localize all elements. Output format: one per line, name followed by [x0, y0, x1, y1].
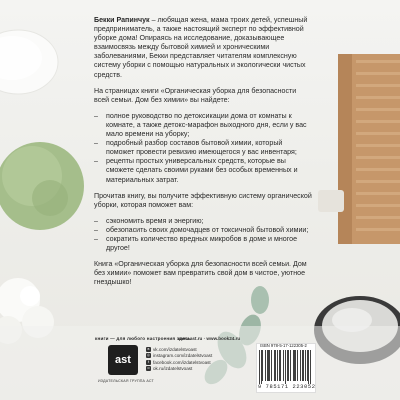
features-list — [94, 112, 312, 185]
pages-intro: На страницах книги «Органическая уборка для безопасности всей семьи. Дом без химии» вы найдете: — [94, 86, 297, 104]
wooden-comb — [338, 54, 400, 244]
publisher-logo — [108, 345, 138, 375]
ok-icon: о — [147, 366, 150, 371]
benefits-list — [94, 217, 312, 253]
social-row[interactable] — [146, 353, 212, 360]
intro-text: – любящая жена, мама троих детей, успешный предприниматель, а также настоящий эксперт по эффективной уборке дома! Опираясь на исследование, доказывающее взаимосвязь между бытовой химией и хроническими заболеваниями, Бекки представляет читателям комплексную систему уборки с помощью натуральных и экологически чистых средств. — [94, 16, 308, 79]
list-item: – сэкономить время и энергию; — [94, 217, 312, 226]
list-item: – подробный разбор составов бытовой химии, который поможет провести ревизию имеющегося у вас инвентаря; — [94, 139, 312, 157]
barcode-number: 9 785171 223052 — [258, 384, 316, 390]
social-link[interactable]: instagram.com/izdatelstvoast — [153, 353, 213, 359]
social-row[interactable] — [146, 366, 212, 373]
social-links — [146, 346, 212, 372]
list-item: – обезопасить своих домочадцев от токсичной бытовой химии; — [94, 226, 312, 235]
social-link[interactable]: vk.com/izdatelstvoast — [153, 346, 197, 352]
description-text — [94, 16, 312, 294]
instagram-icon: ◎ — [146, 353, 151, 358]
social-row[interactable] — [146, 359, 212, 366]
isbn: ISBN 978-5-17-122305-2 — [260, 343, 307, 348]
social-link[interactable]: facebook.com/izdatelstvoast — [153, 359, 211, 365]
system-intro: Прочитав книгу, вы получите эффективную систему органической уборки, которая поможет вам: — [94, 191, 312, 209]
small-jar — [318, 190, 344, 212]
website-links[interactable]: www.ast.ru · www.book24.ru — [178, 336, 241, 341]
barcode — [259, 350, 311, 384]
list-item: – полное руководство по детоксикации дома от комнаты к комнате, а также детокс-марафон выходного дня, если у вас мало времени на уборку; — [94, 112, 312, 139]
author-name: Бекки Рапинчук — [94, 16, 150, 24]
list-item: – сократить количество вредных микробов в доме и многое другое! — [94, 235, 312, 253]
logo-text: ast — [115, 354, 131, 366]
publisher-name: ИЗДАТЕЛЬСКАЯ ГРУППА АСТ — [98, 379, 154, 383]
slogan: книги — для любого настроения здесь — [95, 336, 191, 341]
intro-paragraph — [94, 16, 312, 80]
social-link[interactable]: ok.ru/izdatelstvoast — [153, 366, 193, 372]
closing-paragraph: Книга «Органическая уборка для безопасности всей семьи. Дом без химии» поможет вам превратить свой дом в чистое, уютное гнездышко! — [94, 260, 307, 287]
vk-icon: в — [147, 346, 150, 351]
facebook-icon: f — [148, 359, 149, 364]
list-item: – рецепты простых универсальных средств, которые вы сможете сделать своими руками без особых временных и материальных затрат. — [94, 157, 312, 184]
